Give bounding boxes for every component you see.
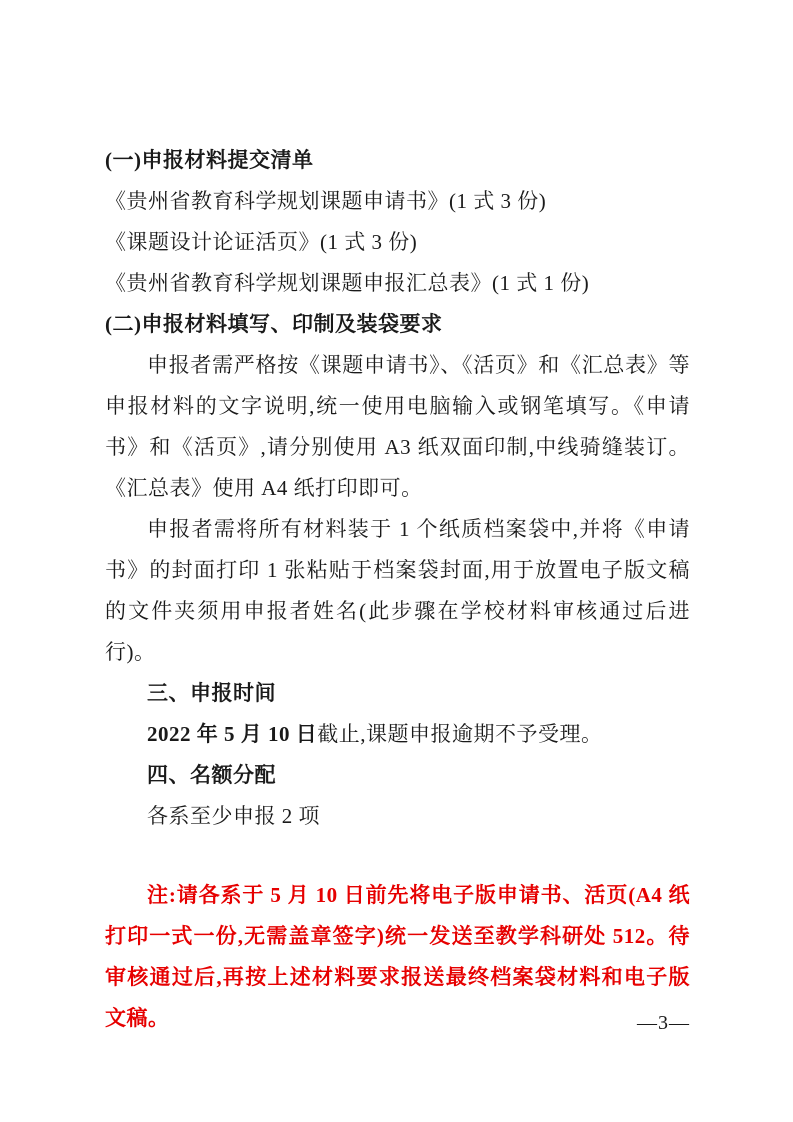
- list-item-application-form: 《贵州省教育科学规划课题申请书》(1 式 3 份): [105, 189, 547, 213]
- page-number: —3—: [637, 1012, 690, 1034]
- deadline-date-bold: 2022 年 5 月 10 日: [147, 722, 318, 746]
- section-heading-fill-print: (二)申报材料填写、印制及装袋要求: [105, 312, 443, 336]
- section-heading-quota: 四、名额分配: [147, 764, 276, 787]
- list-item-summary-table: 《贵州省教育科学规划课题申报汇总表》(1 式 1 份): [105, 271, 590, 295]
- red-note-paragraph: 注:请各系于 5 月 10 日前先将电子版申请书、活页(A4 纸打印一式一份,无需盖章签字)统一发送至教学科研处 512。待审核通过后,再按上述材料要求报送最终档案袋材料和电子版文稿。: [105, 883, 690, 1030]
- deadline-rest-text: 截止,课题申报逾期不予受理。: [317, 722, 603, 746]
- list-item-loose-leaf: 《课题设计论证活页》(1 式 3 份): [105, 230, 418, 254]
- paragraph-fill-instructions: 申报者需严格按《课题申请书》、《活页》和《汇总表》等申报材料的文字说明,统一使用电脑输入或钢笔填写。《申请书》和《活页》,请分别使用 A3 纸双面印制,中线骑缝装订。《汇总表》使用 A4 纸打印即可。: [105, 353, 690, 500]
- document-content: [105, 140, 690, 1039]
- section-heading-deadline: 三、申报时间: [147, 682, 276, 705]
- paragraph-quota: 各系至少申报 2 项: [147, 804, 320, 828]
- section-heading-submission-list: (一)申报材料提交清单: [105, 148, 314, 172]
- paragraph-bag-instructions: 申报者需将所有材料装于 1 个纸质档案袋中,并将《申请书》的封面打印 1 张粘贴于档案袋封面,用于放置电子版文稿的文件夹须用申报者姓名(此步骤在学校材料审核通过后进行)。: [105, 517, 690, 664]
- paragraph-deadline: [105, 714, 690, 755]
